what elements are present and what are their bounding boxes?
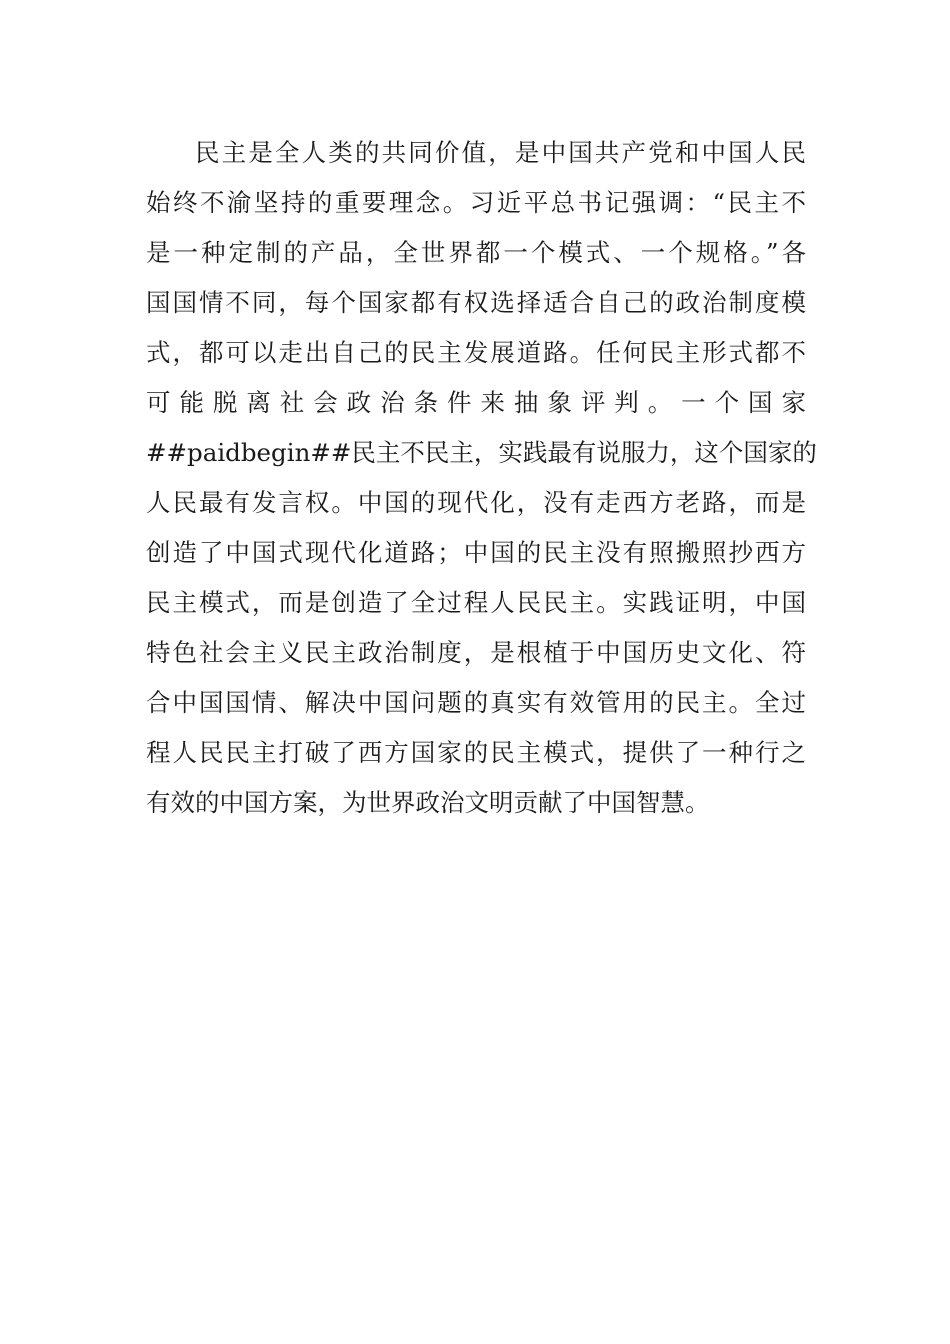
- paragraph-line: 合中国国情、解决中国问题的真实有效管用的民主。全过: [146, 688, 806, 717]
- body-paragraph: [146, 128, 817, 828]
- paragraph-line: 程人民民主打破了西方国家的民主模式，提供了一种行之: [146, 738, 806, 767]
- paragraph-line: 可能脱离社会政治条件来抽象评判。一个国家: [146, 388, 806, 417]
- paragraph-line: 民主是全人类的共同价值，是中国共产党和中国人民: [195, 138, 806, 167]
- paragraph-line: ##paidbegin##民主不民主，实践最有说服力，这个国家的: [146, 438, 817, 467]
- paragraph-line: 是一种定制的产品，全世界都一个模式、一个规格。”各: [146, 238, 806, 267]
- paragraph-line: 国国情不同，每个国家都有权选择适合自己的政治制度模: [146, 288, 806, 317]
- paragraph-line: 式，都可以走出自己的民主发展道路。任何民主形式都不: [146, 338, 806, 367]
- paragraph-line: 创造了中国式现代化道路；中国的民主没有照搬照抄西方: [146, 538, 806, 567]
- paragraph-line: 人民最有发言权。中国的现代化，没有走西方老路，而是: [146, 488, 806, 517]
- paragraph-line: 始终不渝坚持的重要理念。习近平总书记强调：“民主不: [146, 188, 806, 217]
- paragraph-line: 特色社会主义民主政治制度，是根植于中国历史文化、符: [146, 638, 806, 667]
- paragraph-line: 有效的中国方案，为世界政治文明贡献了中国智慧。: [146, 788, 710, 817]
- paragraph-line: 民主模式，而是创造了全过程人民民主。实践证明，中国: [146, 588, 806, 617]
